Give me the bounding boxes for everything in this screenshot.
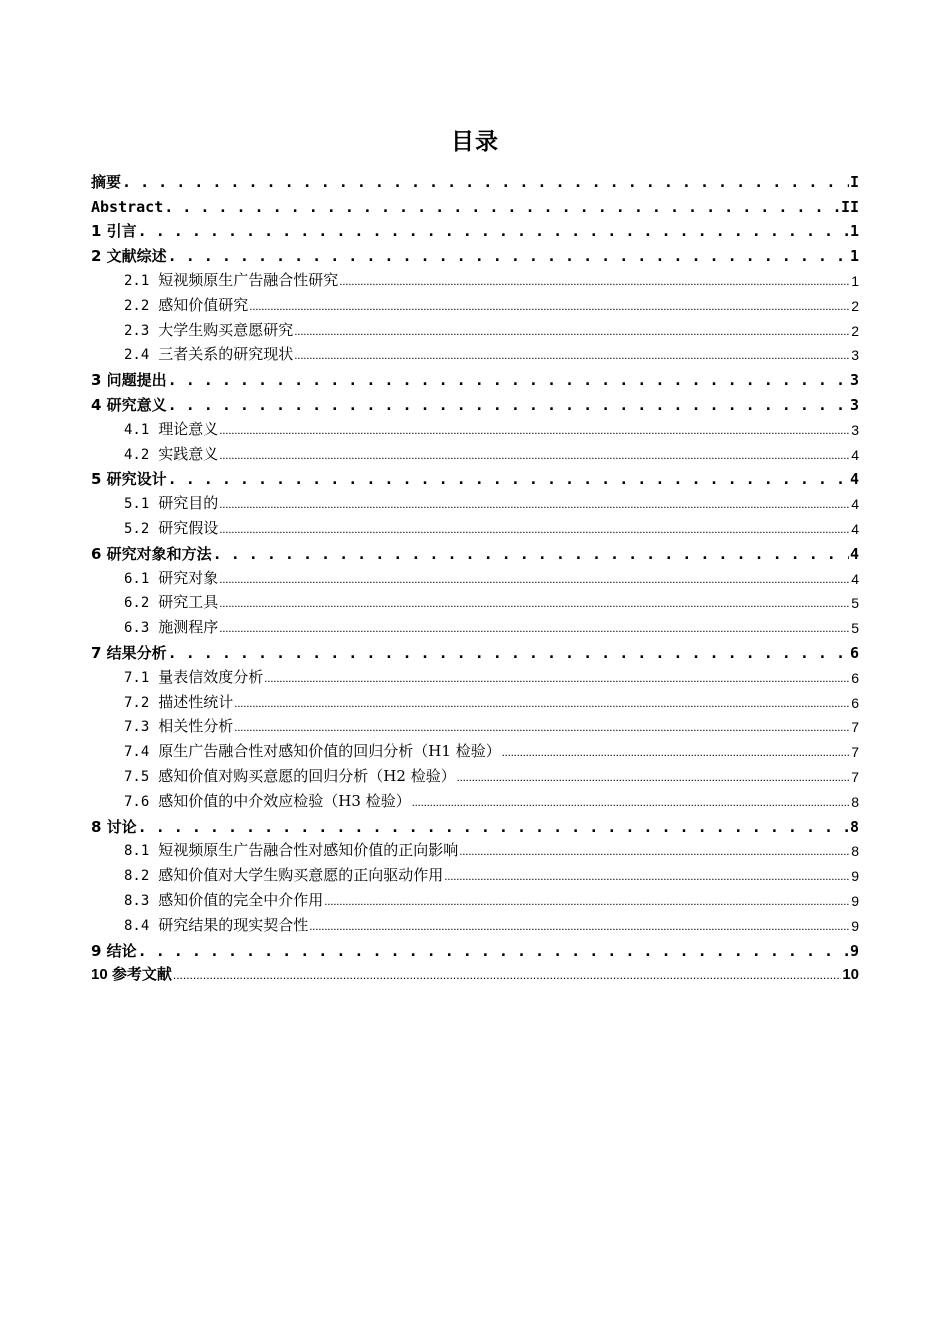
toc-leader-dots [412, 793, 851, 811]
toc-entry-4[interactable] [91, 389, 859, 414]
toc-entry-number: 6.1 [124, 570, 150, 587]
toc-entry-label: 8 讨论 [91, 817, 137, 836]
toc-entry-7-2[interactable] [91, 687, 859, 712]
toc-entry-label: 大学生购买意愿研究 [158, 320, 294, 339]
toc-entry-page: 3 [849, 371, 859, 390]
toc-leader-dots [138, 818, 849, 836]
toc-entry-label: 短视频原生广告融合性对感知价值的正向影响 [158, 841, 459, 860]
toc-entry-page: 5 [851, 620, 859, 637]
toc-entry-page: 5 [851, 595, 859, 612]
toc-entry-page: 8 [849, 817, 859, 836]
toc-entry-page: 8 [851, 793, 859, 810]
toc-entry-label: 相关性分析 [158, 717, 234, 736]
toc-entry-number: 7.5 [124, 768, 150, 785]
toc-entry-page: 4 [851, 520, 859, 537]
toc-entry-label: 实践意义 [158, 444, 219, 463]
toc-entry-2-1[interactable] [91, 265, 859, 290]
toc-entry-page: 1 [849, 222, 859, 241]
toc-leader-dots [294, 322, 850, 340]
toc-entry-page: 9 [851, 917, 859, 934]
toc-entry-page: 4 [851, 496, 859, 513]
table-of-contents [91, 166, 859, 984]
toc-entry-abstract-en[interactable] [91, 191, 859, 216]
toc-entry-label: 感知价值研究 [158, 295, 249, 314]
toc-entry-page: 9 [851, 868, 859, 885]
toc-entry-label: Abstract [91, 197, 164, 216]
toc-entry-label: 量表信效度分析 [158, 667, 264, 686]
toc-entry-label: 短视频原生广告融合性研究 [158, 270, 339, 289]
toc-entry-number: 8.4 [124, 917, 150, 934]
toc-entry-number: 7.3 [124, 719, 150, 736]
toc-entry-page: 1 [849, 247, 859, 266]
toc-leader-dots [502, 743, 851, 761]
toc-entry-page: 7 [851, 719, 859, 736]
toc-entry-number: 8.3 [124, 892, 150, 909]
toc-entry-8[interactable] [91, 811, 859, 836]
toc-entry-label: 4 研究意义 [91, 395, 167, 414]
toc-leader-dots [339, 272, 850, 290]
toc-entry-label: 10 参考文献 [91, 966, 172, 984]
toc-entry-number: 7.1 [124, 669, 150, 686]
toc-entry-label: 摘要 [91, 172, 122, 191]
toc-leader-dots [219, 520, 850, 538]
toc-entry-label: 9 结论 [91, 941, 137, 960]
toc-entry-number: 4.2 [124, 446, 150, 463]
toc-entry-label: 5 研究设计 [91, 470, 167, 489]
toc-entry-number: 2.1 [124, 272, 150, 289]
toc-entry-label: 感知价值的中介效应检验（H3 检验） [158, 791, 411, 810]
toc-leader-dots [219, 446, 850, 464]
toc-entry-page: 4 [851, 570, 859, 587]
toc-entry-2[interactable] [91, 240, 859, 265]
toc-leader-dots [219, 594, 850, 612]
toc-entry-number: 7.4 [124, 744, 150, 761]
toc-entry-number: 7.2 [124, 694, 150, 711]
toc-entry-label: 感知价值对大学生购买意愿的正向驱动作用 [158, 866, 444, 885]
toc-entry-page: 4 [851, 446, 859, 463]
toc-leader-dots [138, 942, 849, 960]
toc-leader-dots [324, 892, 850, 910]
toc-entry-7-3[interactable] [91, 712, 859, 737]
toc-leader-dots [459, 842, 850, 860]
toc-entry-8-1[interactable] [91, 836, 859, 861]
toc-entry-6-3[interactable] [91, 612, 859, 637]
toc-entry-label: 三者关系的研究现状 [158, 345, 294, 364]
toc-entry-page: 6 [849, 643, 859, 662]
toc-leader-dots [294, 346, 850, 364]
toc-entry-3[interactable] [91, 364, 859, 389]
toc-entry-9[interactable] [91, 935, 859, 960]
toc-leader-dots [173, 966, 841, 984]
toc-entry-label: 感知价值对购买意愿的回归分析（H2 检验） [158, 766, 456, 785]
toc-entry-page: 3 [851, 421, 859, 438]
toc-leader-dots [219, 495, 850, 513]
toc-entry-4-2[interactable] [91, 439, 859, 464]
toc-entry-6-1[interactable] [91, 563, 859, 588]
toc-leader-dots [309, 917, 850, 935]
toc-entry-6-2[interactable] [91, 588, 859, 613]
toc-entry-page: 7 [851, 768, 859, 785]
toc-entry-label: 感知价值的完全中介作用 [158, 890, 324, 909]
toc-entry-page: 1 [851, 272, 859, 289]
toc-leader-dots [168, 644, 849, 662]
toc-entry-page: 3 [851, 347, 859, 364]
toc-entry-8-3[interactable] [91, 885, 859, 910]
toc-leader-dots [234, 694, 850, 712]
toc-entry-5-1[interactable] [91, 488, 859, 513]
toc-entry-number: 6.3 [124, 620, 150, 637]
toc-entry-label: 2 文献综述 [91, 247, 167, 266]
toc-leader-dots [138, 222, 849, 240]
toc-entry-label: 理论意义 [158, 419, 219, 438]
toc-entry-2-3[interactable] [91, 315, 859, 340]
toc-entry-abstract-cn[interactable] [91, 166, 859, 191]
toc-leader-dots [213, 545, 849, 563]
toc-leader-dots [219, 619, 850, 637]
toc-entry-page: 6 [851, 669, 859, 686]
toc-entry-2-2[interactable] [91, 290, 859, 315]
toc-leader-dots [168, 470, 849, 488]
toc-entry-7-6[interactable] [91, 786, 859, 811]
toc-entry-number: 5.1 [124, 496, 150, 513]
toc-leader-dots [249, 297, 850, 315]
toc-entry-number: 2.3 [124, 322, 150, 339]
toc-entry-10[interactable] [91, 960, 859, 985]
toc-entry-page: 4 [849, 470, 859, 489]
toc-entry-page: 9 [851, 892, 859, 909]
toc-entry-8-4[interactable] [91, 910, 859, 935]
toc-entry-8-2[interactable] [91, 860, 859, 885]
toc-entry-page: 2 [851, 322, 859, 339]
toc-entry-page: 4 [849, 544, 859, 563]
toc-entry-page: 10 [842, 966, 859, 984]
toc-entry-label: 1 引言 [91, 222, 137, 241]
toc-entry-page: 2 [851, 297, 859, 314]
toc-leader-dots [168, 396, 849, 414]
toc-leader-dots [264, 669, 850, 687]
toc-leader-dots [219, 570, 850, 588]
toc-entry-number: 8.2 [124, 868, 150, 885]
toc-leader-dots [444, 867, 850, 885]
toc-entry-page: 8 [851, 843, 859, 860]
toc-entry-label: 7 结果分析 [91, 643, 167, 662]
toc-entry-number: 2.4 [124, 347, 150, 364]
toc-entry-7-4[interactable] [91, 736, 859, 761]
toc-entry-page: II [840, 197, 859, 216]
toc-entry-label: 描述性统计 [158, 692, 234, 711]
toc-entry-1[interactable] [91, 216, 859, 241]
toc-entry-label: 施测程序 [158, 618, 219, 637]
toc-entry-label: 研究目的 [158, 494, 219, 513]
toc-entry-label: 研究对象 [158, 568, 219, 587]
toc-entry-number: 4.1 [124, 421, 150, 438]
toc-entry-label: 6 研究对象和方法 [91, 544, 212, 563]
toc-entry-page: 6 [851, 694, 859, 711]
toc-entry-number: 5.2 [124, 520, 150, 537]
toc-entry-label: 研究假设 [158, 518, 219, 537]
toc-entry-label: 研究工具 [158, 593, 219, 612]
toc-entry-4-1[interactable] [91, 414, 859, 439]
toc-entry-2-4[interactable] [91, 340, 859, 365]
toc-entry-7-5[interactable] [91, 761, 859, 786]
toc-entry-label: 原生广告融合性对感知价值的回归分析（H1 检验） [158, 742, 501, 761]
toc-entry-label: 3 问题提出 [91, 371, 167, 390]
toc-leader-dots [164, 198, 840, 216]
toc-entry-page: 3 [849, 395, 859, 414]
toc-entry-number: 7.6 [124, 793, 150, 810]
toc-entry-number: 8.1 [124, 843, 150, 860]
toc-entry-page: 9 [849, 941, 859, 960]
toc-entry-page: I [849, 172, 859, 191]
toc-leader-dots [122, 173, 849, 191]
toc-leader-dots [168, 247, 849, 265]
toc-entry-page: 7 [851, 744, 859, 761]
toc-entry-5[interactable] [91, 464, 859, 489]
toc-leader-dots [168, 371, 849, 389]
toc-entry-5-2[interactable] [91, 513, 859, 538]
toc-entry-7-1[interactable] [91, 662, 859, 687]
toc-entry-number: 2.2 [124, 297, 150, 314]
toc-title: 目录 [451, 129, 499, 155]
toc-entry-7[interactable] [91, 637, 859, 662]
toc-leader-dots [234, 718, 850, 736]
toc-leader-dots [457, 768, 851, 786]
toc-entry-number: 6.2 [124, 595, 150, 612]
toc-leader-dots [219, 421, 850, 439]
toc-entry-6[interactable] [91, 538, 859, 563]
toc-entry-label: 研究结果的现实契合性 [158, 915, 309, 934]
